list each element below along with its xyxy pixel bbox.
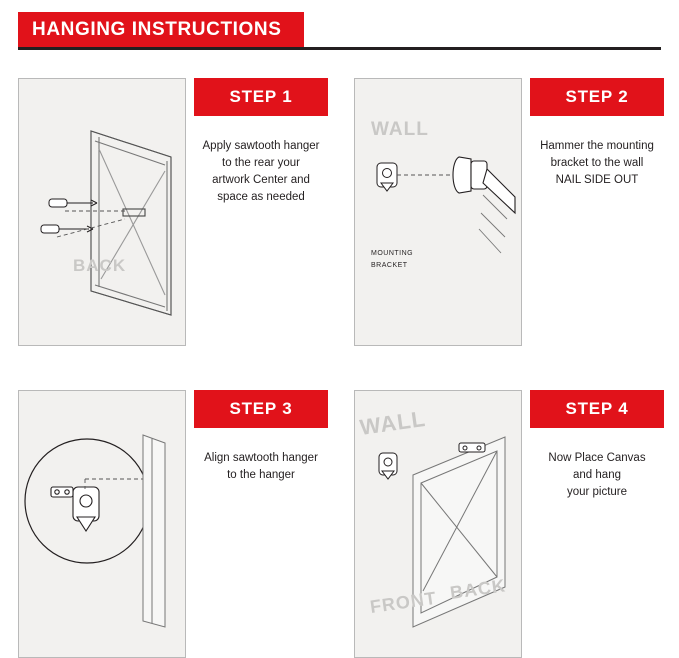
step-2-badge: STEP 2 [530, 78, 664, 116]
step-2-line-3: NAIL SIDE OUT [555, 174, 639, 186]
step-2-label-bracket: BRACKET [371, 262, 408, 269]
step-1-illustration [18, 78, 186, 346]
step-card-1 [18, 78, 328, 346]
header [18, 12, 661, 50]
step-4-line-3: your picture [566, 486, 628, 498]
page-title: HANGING INSTRUCTIONS [18, 12, 304, 48]
step-4-ghost-back-label: BACK [448, 575, 508, 603]
step-3-badge: STEP 3 [194, 390, 328, 428]
step-2-illustration [354, 78, 522, 346]
step-1-description [194, 138, 328, 206]
step-3-line-2: to the hanger [227, 469, 295, 481]
step-4-text [530, 390, 664, 658]
step-card-3 [18, 390, 328, 658]
step-2-line-1: Hammer the mounting [540, 140, 654, 152]
step-4-ghost-wall-label: WALL [358, 405, 428, 440]
step-4-badge: STEP 4 [530, 390, 664, 428]
step-4-description [530, 450, 664, 501]
step-1-line-3: artwork Center and [212, 174, 310, 186]
step-2-line-2: bracket to the wall [550, 157, 644, 169]
step-3-line-1: Align sawtooth hanger [204, 452, 318, 464]
step-card-4 [354, 390, 664, 658]
step-3-illustration [18, 390, 186, 658]
step-2-text [530, 78, 664, 346]
step-1-line-2: to the rear your [222, 157, 300, 169]
step-2-label-mounting: MOUNTING [371, 250, 414, 257]
step-4-line-2: and hang [573, 469, 621, 481]
step-1-line-1: Apply sawtooth hanger [202, 140, 320, 152]
step-2-description [530, 138, 664, 189]
step-4-ghost-front-label: FRONT [368, 587, 438, 617]
steps-grid [18, 78, 664, 638]
step-1-badge: STEP 1 [194, 78, 328, 116]
step-2-ghost-wall-label: WALL [371, 119, 429, 140]
step-card-2 [354, 78, 664, 346]
step-1-text [194, 78, 328, 346]
step-4-line-1: Now Place Canvas [548, 452, 646, 464]
step-4-illustration [354, 390, 522, 658]
step-3-description [194, 450, 328, 484]
step-3-text [194, 390, 328, 658]
header-rule [18, 47, 661, 50]
step-1-ghost-label: BACK [73, 256, 127, 275]
step-1-line-4: space as needed [217, 191, 305, 203]
